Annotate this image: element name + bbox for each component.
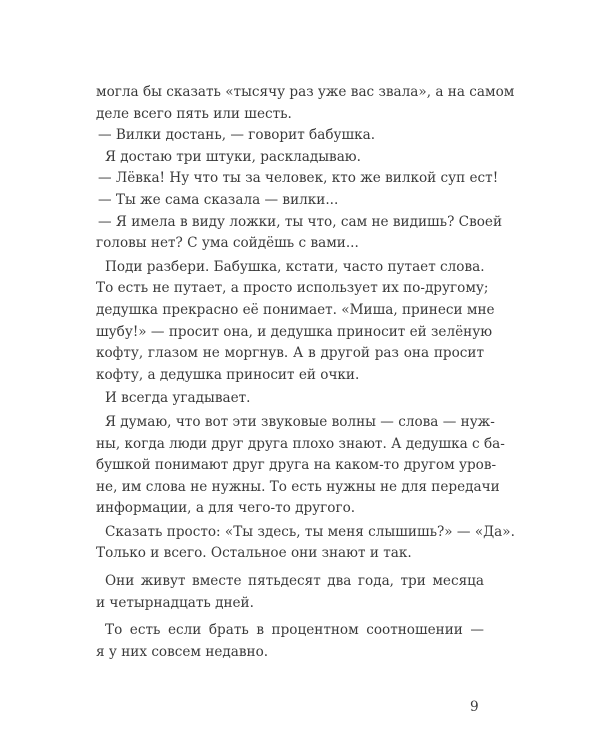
paragraph-start-line: Сказать просто: «Ты здесь, ты меня слышишь?» — «Да». xyxy=(105,523,515,540)
dialogue-line: — Лёвка! Ну что ты за человек, кто же вилкой суп ест! xyxy=(98,170,499,187)
paragraph-start-line: И всегда угадывает. xyxy=(105,390,251,407)
paragraph-start-line: То есть если брать в процентном соотношении — xyxy=(105,622,484,639)
text-line: и четырнадцать дней. xyxy=(96,594,254,611)
text-line: информации, а для чего-то другого. xyxy=(96,500,356,517)
text-line: деле всего пять или шесть. xyxy=(96,105,292,122)
paragraph-start-line: Они живут вместе пятьдесят два года, три месяца xyxy=(105,573,484,590)
text-line: головы нет? С ума сойдёшь с вами... xyxy=(96,235,359,252)
text-line: Я достаю три штуки, раскладываю. xyxy=(105,148,361,165)
page-number: 9 xyxy=(470,699,479,715)
dialogue-line: — Я имела в виду ложки, ты что, сам не видишь? Своей xyxy=(98,213,503,230)
text-line: кофту, а дедушка приносит ей очки. xyxy=(96,366,360,383)
dialogue-line: — Ты же сама сказала — вилки... xyxy=(98,191,339,208)
text-line: дедушка прекрасно её понимает. «Миша, принеси мне xyxy=(96,301,495,318)
paragraph-start-line: Поди разбери. Бабушка, кстати, часто путает слова. xyxy=(105,258,485,275)
dialogue-line: — Вилки достань, — говорит бабушка. xyxy=(98,127,376,144)
text-line: шубу!» — просит она, и дедушка приносит ей зелёную xyxy=(96,323,493,340)
text-line: ны, когда люди друг друга плохо знают. А дедушка с ба- xyxy=(96,435,505,452)
text-line: не, им слова не нужны. То есть нужны не для передачи xyxy=(96,478,500,495)
text-line: Только и всего. Остальное они знают и так. xyxy=(96,545,412,562)
body-text xyxy=(96,82,515,663)
text-line: То есть не путает, а просто использует их по-другому; xyxy=(96,280,489,297)
text-line: я у них совсем недавно. xyxy=(96,643,269,660)
text-line: бушкой понимают друг друга на каком-то другом уров- xyxy=(96,457,497,474)
text-line: могла бы сказать «тысячу раз уже вас звала», а на самом xyxy=(96,84,515,100)
text-line: кофту, глазом не моргнув. А в другой раз она просит xyxy=(96,345,484,362)
paragraph-start-line: Я думаю, что вот эти звуковые волны — слова — нуж- xyxy=(105,413,495,430)
